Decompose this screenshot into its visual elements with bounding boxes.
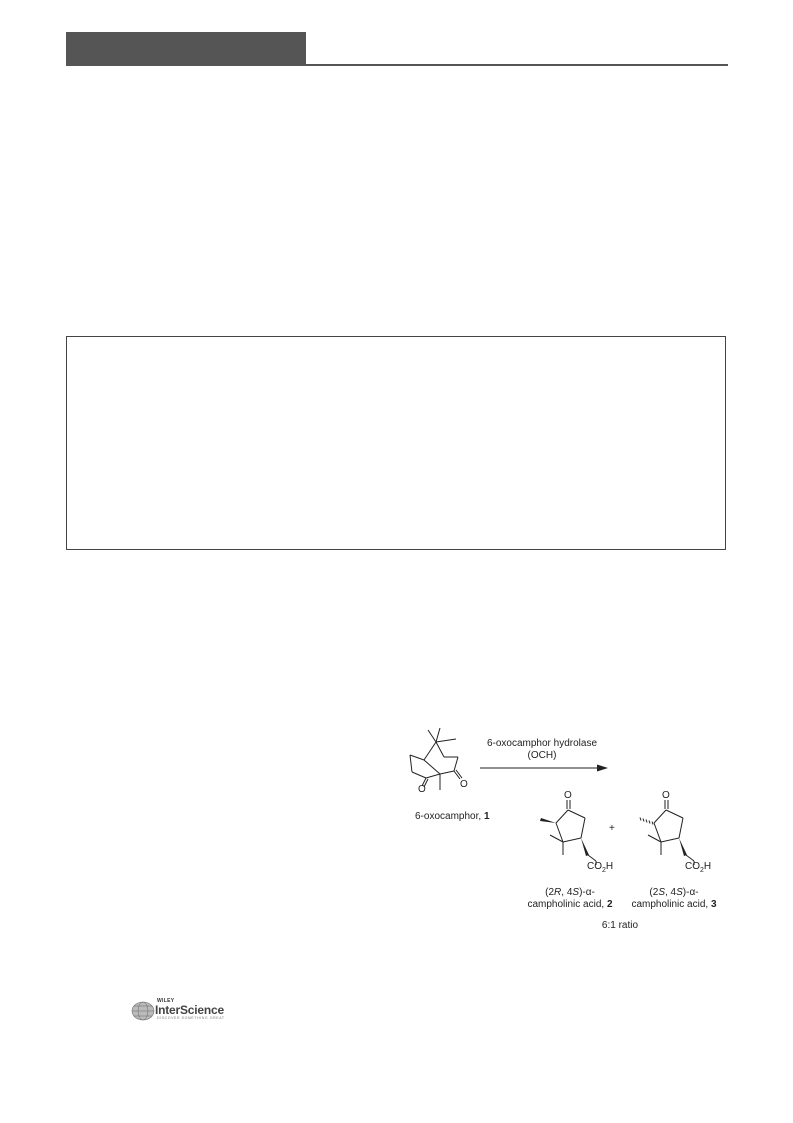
brand-tagline: DISCOVER SOMETHING GREAT bbox=[157, 1016, 225, 1020]
bond bbox=[568, 810, 585, 818]
bond bbox=[666, 810, 683, 818]
product2-label-line1: (2R, 4S)-α- bbox=[545, 887, 595, 898]
bond bbox=[454, 771, 460, 779]
bond bbox=[424, 760, 440, 774]
wedge-bond bbox=[581, 838, 589, 856]
atom-o: O bbox=[418, 784, 426, 795]
bond bbox=[563, 838, 581, 842]
wedge-bond bbox=[540, 818, 556, 823]
bond bbox=[654, 810, 666, 823]
bond bbox=[436, 739, 456, 742]
enzyme-label-line2: (OCH) bbox=[527, 750, 557, 761]
bond bbox=[456, 770, 462, 778]
bond bbox=[428, 730, 436, 742]
bond bbox=[454, 757, 458, 771]
publisher-name: WILEY bbox=[157, 998, 175, 1004]
interscience-logo bbox=[131, 998, 241, 1022]
product2-label-line2: campholinic acid, 2 bbox=[527, 899, 613, 910]
bond bbox=[440, 771, 454, 774]
reactant-label: 6-oxocamphor, 1 bbox=[415, 811, 490, 822]
reaction-arrow-head bbox=[597, 765, 608, 772]
bond bbox=[436, 742, 444, 757]
bond bbox=[556, 810, 568, 823]
bond bbox=[426, 774, 440, 778]
journal-header-bar bbox=[66, 32, 306, 65]
abstract-box bbox=[66, 336, 726, 550]
bond bbox=[410, 755, 412, 772]
product3-label-line1: (2S, 4S)-α- bbox=[649, 887, 699, 898]
plus-sign: + bbox=[609, 823, 615, 834]
header-rule bbox=[66, 64, 728, 66]
globe-icon bbox=[131, 1001, 155, 1021]
reaction-scheme bbox=[400, 715, 740, 945]
brand-name: InterScience bbox=[155, 1003, 224, 1017]
bond bbox=[581, 818, 585, 838]
bond bbox=[436, 728, 440, 742]
enzyme-label-line1: 6-oxocamphor hydrolase bbox=[486, 738, 598, 749]
atom-o: O bbox=[662, 790, 670, 801]
hash-bond bbox=[640, 818, 653, 825]
bond bbox=[424, 742, 436, 760]
atom-o: O bbox=[564, 790, 572, 801]
atom-co2h: $CO_2H$ bbox=[685, 861, 712, 874]
atom-o: O bbox=[460, 779, 468, 790]
product3-label-line2: campholinic acid, 3 bbox=[631, 899, 717, 910]
ratio-label: 6:1 ratio bbox=[601, 920, 639, 931]
bond bbox=[412, 772, 426, 778]
atom-co2h: $CO_2H$ bbox=[587, 861, 614, 874]
wedge-bond bbox=[679, 838, 687, 856]
bond bbox=[410, 755, 424, 760]
bond bbox=[661, 838, 679, 842]
bond bbox=[679, 818, 683, 838]
